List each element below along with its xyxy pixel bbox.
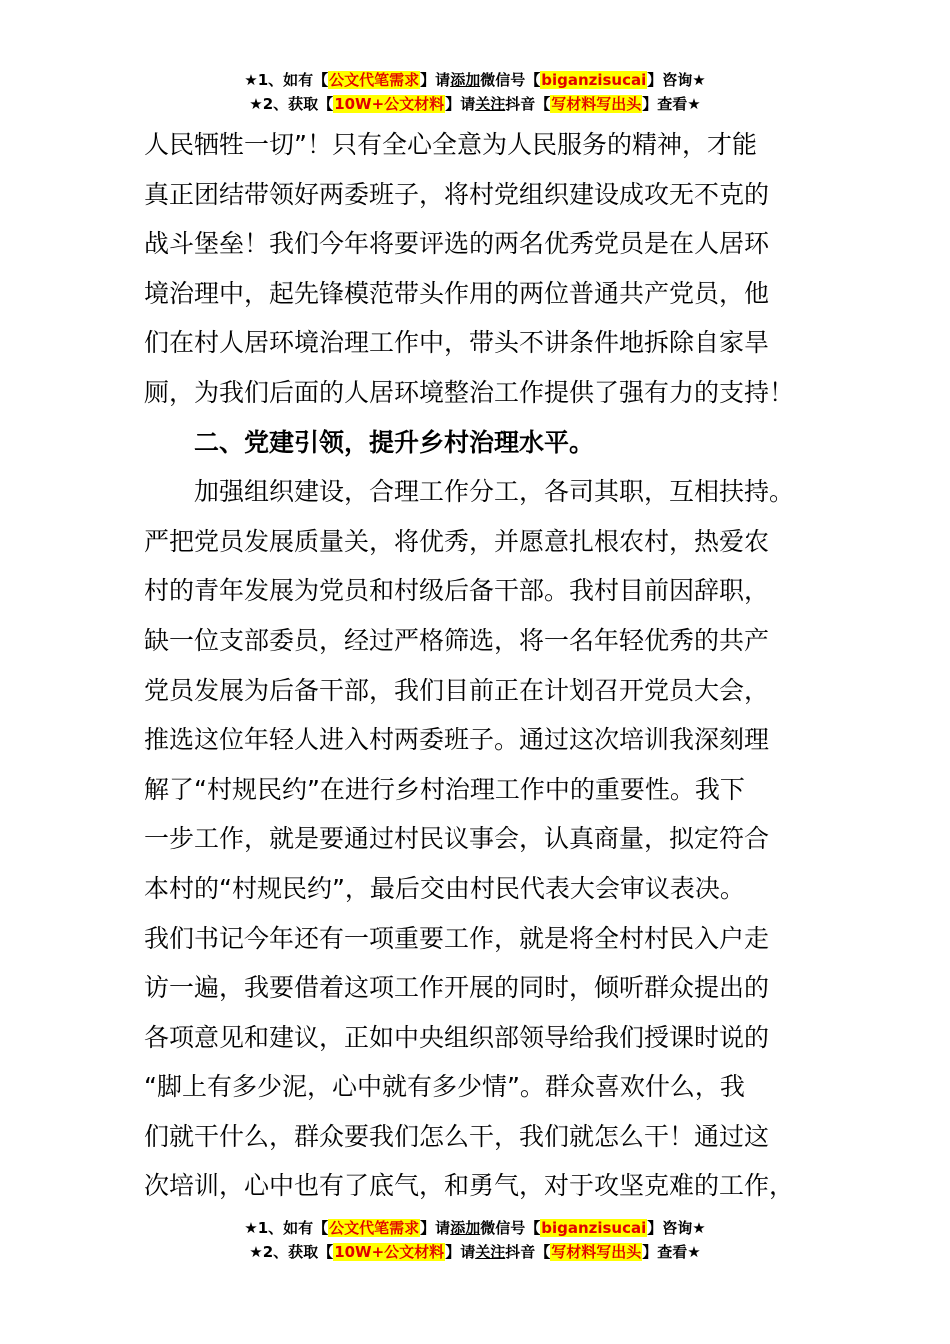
promo-text: 】查看★ <box>642 95 701 113</box>
body-line: 各项意见和建议，正如中央组织部领导给我们授课时说的 <box>144 1022 770 1052</box>
promo-text: 】咨询★ <box>647 1219 706 1237</box>
document-body <box>144 120 814 1211</box>
promo-text: 微信号【 <box>480 1219 541 1237</box>
body-line: 境治理中，起先锋模范带头作用的两位普通共产党员，他 <box>144 278 770 308</box>
body-line: 加强组织建设，合理工作分工，各司其职，互相扶持。 <box>144 477 795 507</box>
body-line: 厕，为我们后面的人居环境整治工作提供了强有力的支持！ <box>144 377 795 407</box>
body-line: 我们书记今年还有一项重要工作，就是将全村村民入户走 <box>144 923 770 953</box>
promo-underlined: 关注 <box>475 1243 506 1261</box>
body-line: 们在村人居环境治理工作中，带头不讲条件地拆除自家旱 <box>144 328 770 358</box>
body-line: 真正团结带领好两委班子，将村党组织建设成攻无不克的 <box>144 179 770 209</box>
douyin-id-highlight: 写材料写出头 <box>551 95 642 113</box>
promo-highlight: 10W+公文材料 <box>334 95 445 113</box>
body-line: 村的青年发展为党员和村级后备干部。我村目前因辞职， <box>144 576 770 606</box>
body-line: 缺一位支部委员，经过严格筛选，将一名年轻优秀的共产 <box>144 625 770 655</box>
promo-text: 】请 <box>445 1243 476 1261</box>
promo-text: 抖音【 <box>505 1243 551 1261</box>
body-line: 战斗堡垒！我们今年将要评选的两名优秀党员是在人居环 <box>144 229 770 259</box>
body-line: 次培训，心中也有了底气，和勇气，对于攻坚克难的工作， <box>144 1171 795 1201</box>
promo-highlight: 公文代笔需求 <box>329 1219 420 1237</box>
promo-text: 】查看★ <box>642 1243 701 1261</box>
section-heading: 二、党建引领，提升乡村治理水平。 <box>144 427 595 457</box>
body-line: 一步工作，就是要通过村民议事会，认真商量，拟定符合 <box>144 824 770 854</box>
promo-text: ★2、获取【 <box>249 1243 334 1261</box>
promo-text: 微信号【 <box>480 71 541 89</box>
promo-banner-top <box>0 68 950 116</box>
body-line: 本村的“村规民约”，最后交由村民代表大会审议表决。 <box>144 873 745 903</box>
body-line: 人民牺牲一切”！只有全心全意为人民服务的精神，才能 <box>144 130 757 159</box>
promo-line-2 <box>0 1240 950 1264</box>
body-line: 们就干什么，群众要我们怎么干，我们就怎么干！通过这 <box>144 1121 770 1151</box>
body-line: 推选这位年轻人进入村两委班子。通过这次培训我深刻理 <box>144 725 770 755</box>
douyin-id-highlight: 写材料写出头 <box>551 1243 642 1261</box>
promo-text: 】请 <box>445 95 476 113</box>
promo-underlined: 关注 <box>475 95 506 113</box>
body-line: “脚上有多少泥，心中就有多少情”。群众喜欢什么，我 <box>144 1072 745 1102</box>
promo-line-2 <box>0 92 950 116</box>
promo-underlined: 添加 <box>450 71 481 89</box>
promo-underlined: 添加 <box>450 1219 481 1237</box>
promo-text: ★1、如有【 <box>244 1219 329 1237</box>
promo-text: 抖音【 <box>505 95 551 113</box>
promo-text: ★2、获取【 <box>249 95 334 113</box>
body-line: 党员发展为后备干部，我们目前正在计划召开党员大会， <box>144 675 770 705</box>
body-line: 解了“村规民约”在进行乡村治理工作中的重要性。我下 <box>144 774 745 804</box>
wechat-id-highlight: biganzisucai <box>541 71 647 89</box>
promo-text: 】咨询★ <box>647 71 706 89</box>
promo-line-1 <box>0 1216 950 1240</box>
wechat-id-highlight: biganzisucai <box>541 1219 647 1237</box>
promo-banner-bottom <box>0 1216 950 1264</box>
body-line: 访一遍，我要借着这项工作开展的同时，倾听群众提出的 <box>144 973 770 1003</box>
body-line: 严把党员发展质量关，将优秀，并愿意扎根农村，热爱农 <box>144 526 770 556</box>
promo-text: 】请 <box>420 71 451 89</box>
promo-line-1 <box>0 68 950 92</box>
promo-text: 】请 <box>420 1219 451 1237</box>
promo-text: ★1、如有【 <box>244 71 329 89</box>
promo-highlight: 公文代笔需求 <box>329 71 420 89</box>
promo-highlight: 10W+公文材料 <box>334 1243 445 1261</box>
